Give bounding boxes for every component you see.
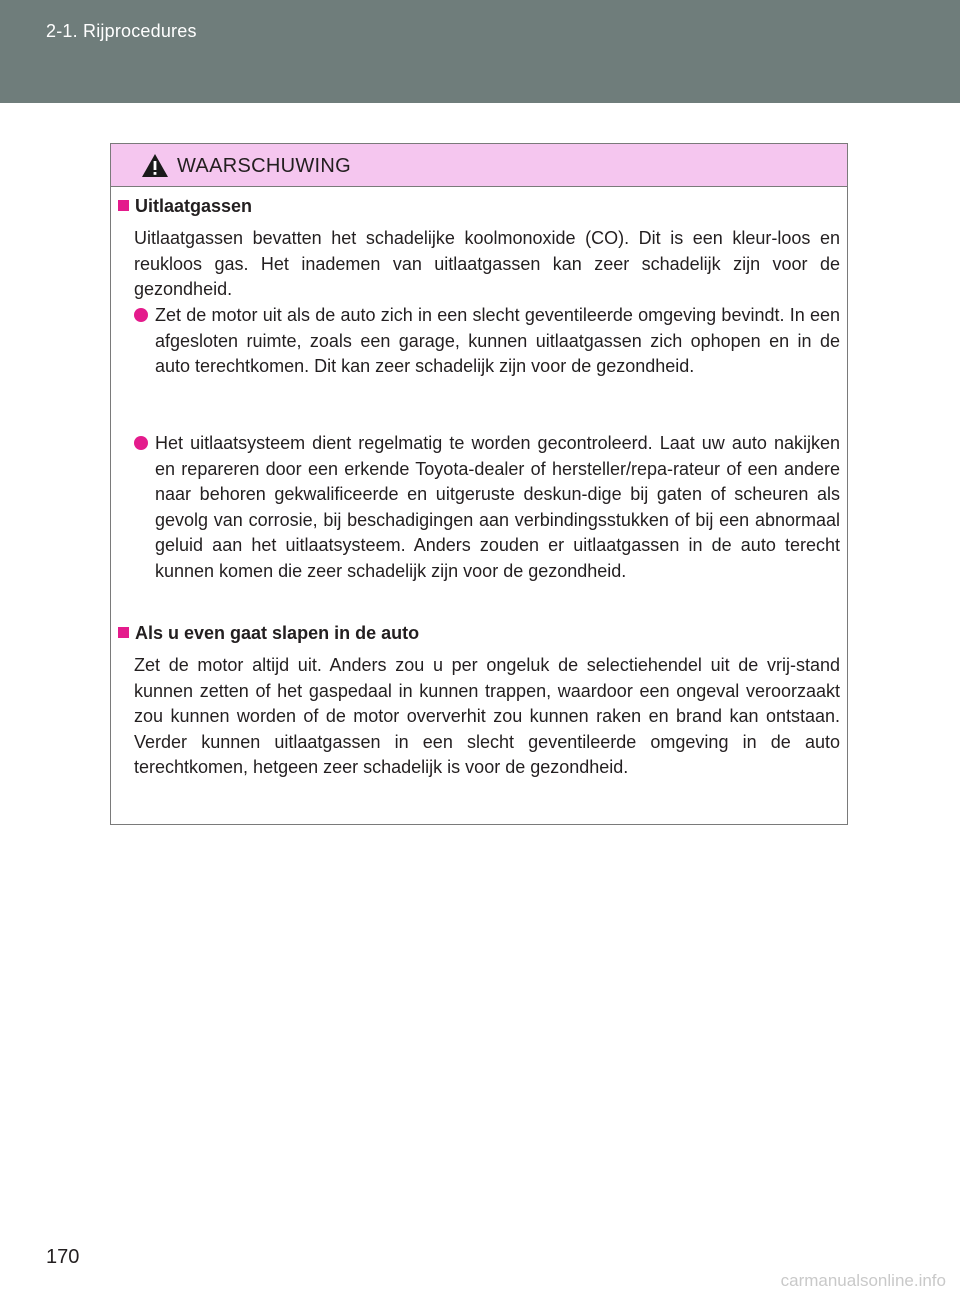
square-bullet-icon <box>118 627 129 638</box>
warning-box <box>110 143 848 825</box>
square-bullet-icon <box>118 200 129 211</box>
warning-triangle-icon <box>141 153 169 178</box>
bullet-text: Het uitlaatsysteem dient regelmatig te worden gecontroleerd. Laat uw auto nakijken en repareren door een erkende Toyota-dealer of hersteller/repa-rateur of een andere naar behoren gekwalificeerde en uitgeruste deskun-dige bij gaten of scheuren als gevolg van corrosie, bij beschadigingen aan verbindingsstukken of bij een abnormaal geluid aan het uitlaatsysteem. Anders zouden er uitlaatgassen in de auto terecht kunnen komen die zeer schadelijk zijn voor de gezondheid. <box>155 433 840 581</box>
watermark: carmanualsonline.info <box>780 1271 946 1290</box>
warning-title: WAARSCHUWING <box>177 155 351 177</box>
chapter-title: 2-1. Rijprocedures <box>46 21 197 41</box>
section-paragraph-exhaust: Uitlaatgassen bevatten het schadelijke koolmonoxide (CO). Dit is een kleur-loos en reukloos gas. Het inademen van uitlaatgassen kan zeer schadelijk zijn voor de gezondheid. <box>134 228 840 299</box>
round-bullet-icon <box>134 308 148 322</box>
bullet-item <box>134 431 840 584</box>
page-header <box>0 0 960 103</box>
bullet-text: Zet de motor uit als de auto zich in een slecht geventileerde omgeving bevindt. In een afgesloten ruimte, zoals een garage, kunnen uitlaatgassen zich ophopen en in de auto terechtkomen. Dit kan zeer schadelijk zijn voor de gezondheid. <box>155 305 840 376</box>
bullet-item <box>134 303 840 380</box>
warning-header <box>111 144 847 187</box>
page-number: 170 <box>46 1246 80 1268</box>
section-paragraph-sleeping: Zet de motor altijd uit. Anders zou u per ongeluk de selectiehendel uit de vrij-stand kunnen zetten of het gaspedaal in kunnen trappen, waardoor een ongeval veroorzaakt zou kunnen worden of de motor oververhit zou kunnen raken en brand kan ontstaan. Verder kunnen uitlaatgassen in een slecht geventileerde omgeving in de auto terechtkomen, hetgeen zeer schadelijk is voor de gezondheid. <box>134 655 840 777</box>
section-heading-exhaust: Uitlaatgassen <box>118 196 252 217</box>
round-bullet-icon <box>134 436 148 450</box>
section-heading-sleeping: Als u even gaat slapen in de auto <box>118 623 419 644</box>
